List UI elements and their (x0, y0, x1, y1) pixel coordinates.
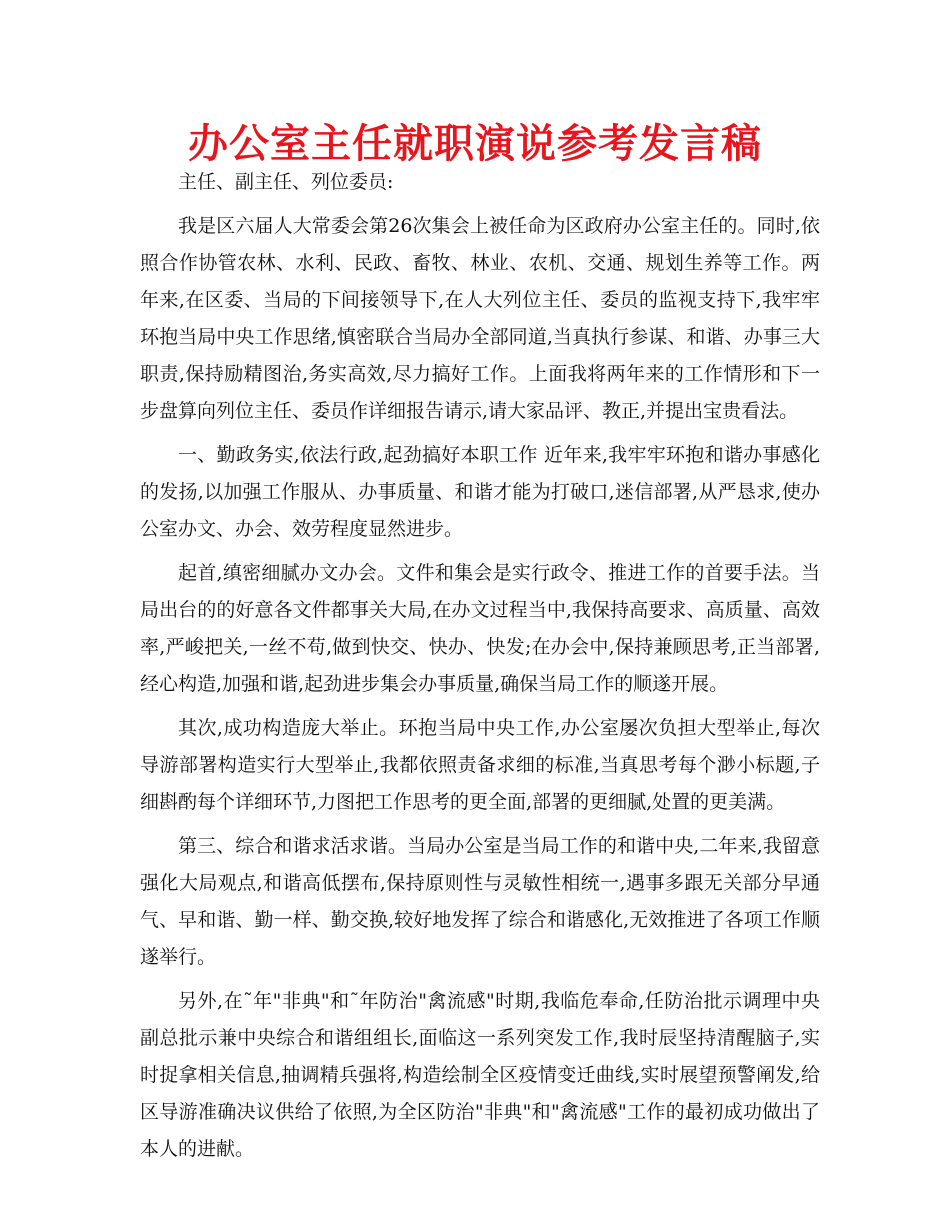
paragraph-second-point: 其次,成功构造庞大举止。环抱当局中央工作,办公室屡次负担大型举止,每次导游部署构造实行大型举止,我都依照责备求细的标准,当真思考每个渺小标题,子细斟酌每个详细环节,力图把工作思考的更全面,部署的更细腻,处置的更美满。 (140, 717, 820, 813)
document-body (140, 164, 820, 1168)
salutation: 主任、副主任、列位委员: (178, 171, 394, 193)
paragraph-section-one: 一、勤政务实,依法行政,起劲搞好本职工作 近年来,我牢牢环抱和谐办事感化的发扬,以加强工作服从、办事质量、和谐才能为打破口,迷信部署,从严恳求,使办公室办文、办会、效劳程度显然进步。 (140, 444, 820, 540)
paragraph-intro: 我是区六届人大常委会第26次集会上被任命为区政府办公室主任的。同时,依照合作协管农林、水利、民政、畜牧、林业、农机、交通、规划生养等工作。两年来,在区委、当局的下间接领导下,在人大列位主任、委员的监视支持下,我牢牢环抱当局中央工作思绪,慎密联合当局办全部同道,当真执行参谋、和谐、办事三大职责,保持励精图治,务实高效,尽力搞好工作。上面我将两年来的工作情形和下一步盘算向列位主任、委员作详细报告请示,请大家品评、教正,并提出宝贵看法。 (140, 215, 820, 422)
document-title: 办公室主任就职演说参考发言稿 (188, 121, 762, 167)
paragraph-additional: 另外,在˜年"非典"和˜年防治"禽流感"时期,我临危奉命,任防治批示调理中央副总批示兼中央综合和谐组组长,面临这一系列突发工作,我时辰坚持清醒脑子,实时捉拿相关信息,抽调精兵强将,构造绘制全区疫情变迁曲线,实时展望预警阐发,给区导游准确决议供给了依照,为全区防治"非典"和"禽流感"工作的最初成功做出了本人的进献。 (140, 990, 820, 1160)
paragraph-first-point: 起首,缜密细腻办文办会。文件和集会是实行政令、推进工作的首要手法。当局出台的的好意各文件都事关大局,在办文过程当中,我保持高要求、高质量、高效率,严峻把关,一丝不苟,做到快交、快办、快发;在办会中,保持兼顾思考,正当部署,经心构造,加强和谐,起劲进步集会办事质量,确保当局工作的顺遂开展。 (140, 562, 820, 695)
paragraph-third-point: 第三、综合和谐求活求谐。当局办公室是当局工作的和谐中央,二年来,我留意强化大局观点,和谐高低摆布,保持原则性与灵敏性相统一,遇事多跟无关部分早通气、早和谐、勤一样、勤交换,较好地发挥了综合和谐感化,无效推进了各项工作顺遂举行。 (140, 835, 820, 968)
